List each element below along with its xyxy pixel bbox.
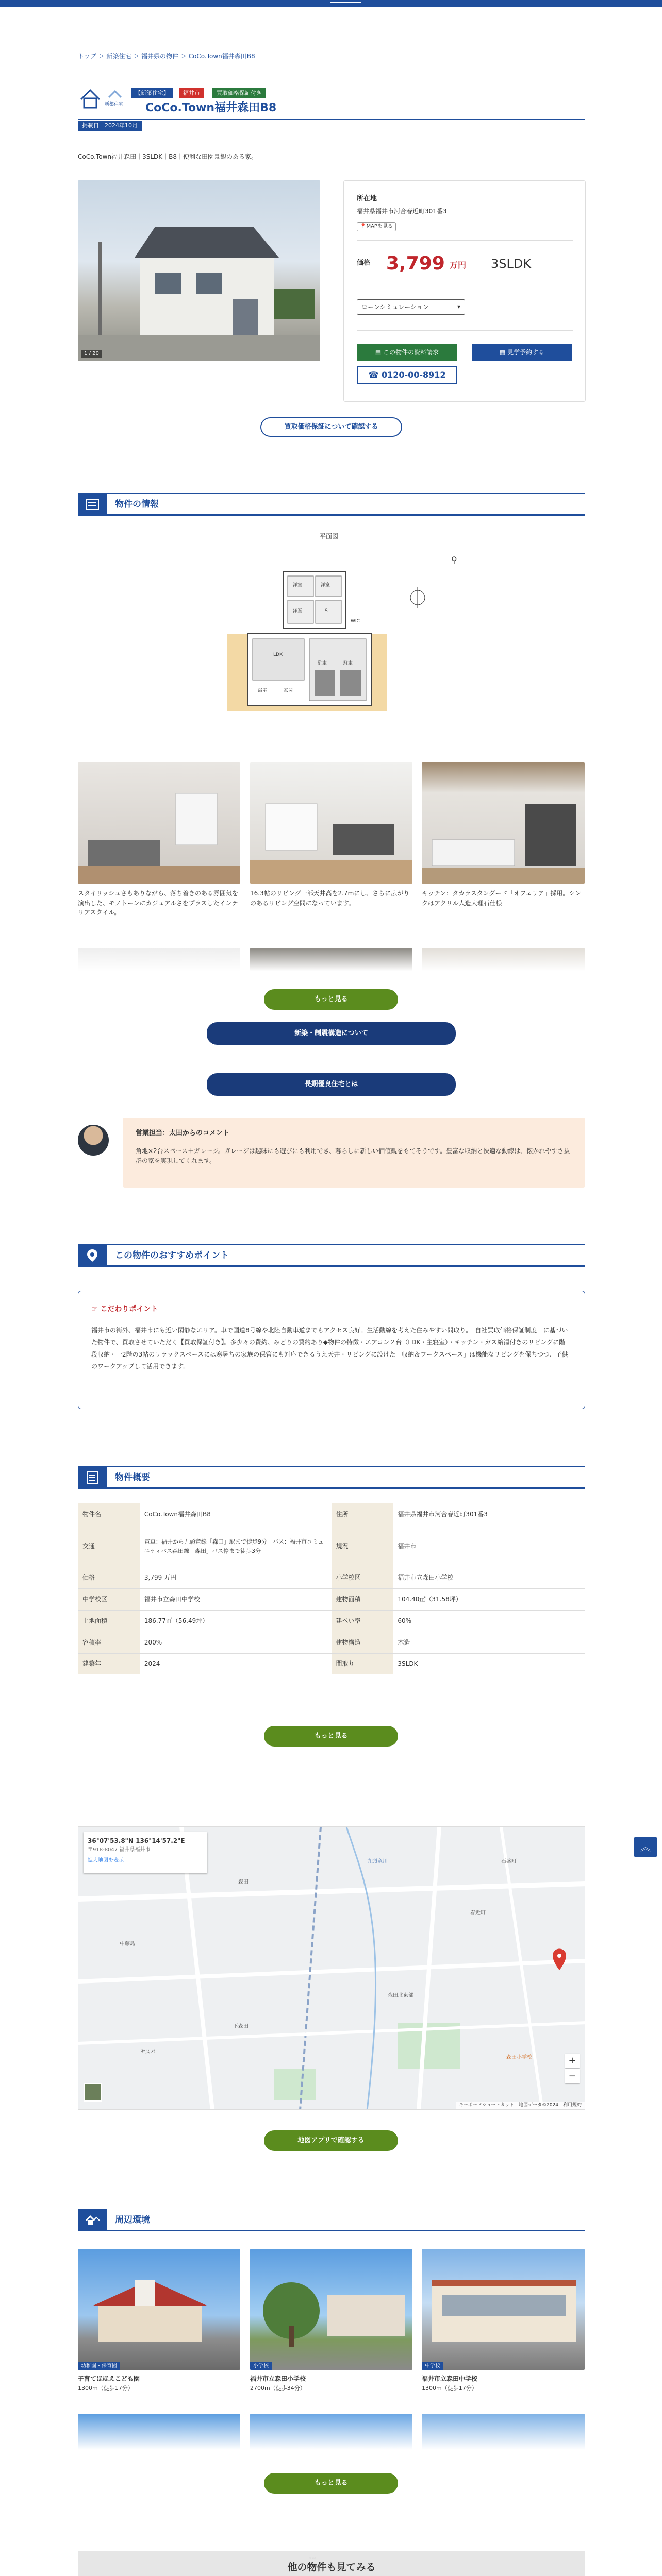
table-value: 104.40㎡（31.58坪） <box>393 1589 585 1611</box>
price-unit: 万円 <box>450 260 467 270</box>
gallery-caption: 16.3帖のリビング一部天井高を2.7mにし、さらに広がりのあるリビング空間になっています。 <box>250 890 410 907</box>
publish-date: 掲載日｜2024年10月 <box>78 121 142 131</box>
table-value: 木造 <box>393 1632 585 1654</box>
floorplan-label: 平面図 <box>320 533 339 540</box>
map-label: 春近町 <box>470 1910 486 1916</box>
table-key: 交通 <box>78 1526 140 1567</box>
staff-avatar <box>78 1125 109 1156</box>
env-photo[interactable] <box>250 2414 412 2450</box>
table-key: 間取り <box>332 1654 393 1674</box>
recommend-section-title: この物件のおすすめポイント <box>115 1250 229 1261</box>
table-value: CoCo.Town福井森田B8 <box>140 1503 332 1526</box>
staff-comment-box <box>123 1118 585 1188</box>
gallery-photo[interactable] <box>78 762 240 884</box>
floorplan-room-label: S <box>325 608 328 614</box>
table-key: 中学校区 <box>78 1589 140 1611</box>
table-value: 福井市 <box>393 1526 585 1567</box>
env-section-title: 周辺環境 <box>115 2215 150 2225</box>
phone-button[interactable]: ☎ 0120-00-8912 <box>357 366 457 384</box>
env-photo[interactable] <box>422 2414 585 2450</box>
env-name: 子育てほほえこども園 <box>78 2375 140 2382</box>
longterm-housing-button[interactable]: 長期優良住宅とは <box>207 1073 456 1096</box>
table-value: 3,799 万円 <box>140 1567 332 1589</box>
map-label: 森田小学校 <box>506 2055 532 2060</box>
visit-button[interactable]: ▦ 見学予約する <box>472 344 572 361</box>
env-tag: 小学校 <box>250 2362 272 2370</box>
map-label: 中藤島 <box>120 1941 135 1947</box>
overview-section-icon <box>78 1467 107 1488</box>
price-value: 3,799 <box>386 253 445 274</box>
recommend-box <box>78 1291 585 1409</box>
floorplan-room-label: LDK <box>273 652 283 657</box>
env-tag: 幼稚園・保育園 <box>78 2362 120 2370</box>
floorplan-room-label: 洋室 <box>321 583 330 588</box>
map-label: 石盛町 <box>501 1859 517 1865</box>
env-photo[interactable] <box>250 2249 412 2370</box>
divider <box>357 240 573 241</box>
floorplan-room-label: 駐車 <box>318 661 327 666</box>
badge-new: 【新築住宅】 <box>131 88 173 98</box>
newbuild-structure-button[interactable]: 新築・制震構造について <box>207 1022 456 1045</box>
breadcrumb-sep: ＞ <box>98 53 105 60</box>
overview-more-button[interactable]: もっと見る <box>264 1726 398 1747</box>
table-key: 建ぺい率 <box>332 1611 393 1632</box>
document-icon: ▤ <box>375 349 384 356</box>
env-photo[interactable] <box>422 2249 585 2370</box>
table-value: 3SLDK <box>393 1654 585 1674</box>
badge-city: 福井市 <box>179 88 204 98</box>
floorplan-room-label: 洋室 <box>293 608 303 614</box>
map-zoom-out[interactable]: − <box>565 2069 580 2083</box>
table-key: 住所 <box>332 1503 393 1526</box>
property-layout: 3SLDK <box>491 257 532 271</box>
breadcrumb-area[interactable]: 福井県の物件 <box>141 53 179 60</box>
env-distance: 1300m（徒歩17分） <box>422 2385 477 2392</box>
breadcrumb-current: CoCo.Town福井森田B8 <box>188 53 255 60</box>
env-tag: 中学校 <box>422 2362 443 2370</box>
guarantee-button[interactable]: 買取価格保証について確認する <box>260 417 402 437</box>
staff-comment-title: 営業担当：太田からのコメント <box>136 1129 230 1137</box>
overview-table <box>78 1503 585 1674</box>
env-more-button[interactable]: もっと見る <box>264 2473 398 2494</box>
gallery-photo[interactable] <box>250 948 412 971</box>
gallery-caption: キッチン：タカラスタンダード「オフェリア」採用。シンクはアクリル人造大理石仕様 <box>422 890 582 907</box>
photo-counter: 1 / 20 <box>81 350 102 358</box>
map-coords: 36°07'53.8"N 136°14'57.2"E <box>88 1837 185 1844</box>
map-address: 〒918-8047 福井県福井市 <box>88 1846 151 1853</box>
table-row <box>78 1567 585 1589</box>
map-footer: キーボードショートカット 地図データ©2024 利用規約 <box>456 2102 585 2109</box>
breadcrumb-sep: ＞ <box>133 53 140 60</box>
table-row <box>78 1632 585 1654</box>
map-thumbnail[interactable] <box>84 2083 102 2102</box>
chevron-down-icon: ▾ <box>457 303 460 310</box>
location-value: 福井県福井市河合春近町301番3 <box>357 208 447 215</box>
table-key: 物件名 <box>78 1503 140 1526</box>
gallery-photo[interactable] <box>78 948 240 971</box>
breadcrumb-new[interactable]: 新築住宅 <box>106 53 131 60</box>
map-larger-link[interactable]: 拡大地図を表示 <box>88 1858 124 1864</box>
map-label: 九頭竜川 <box>367 1859 388 1865</box>
table-value: 186.77㎡（56.49坪） <box>140 1611 332 1632</box>
recommend-point-title: ☞ こだわりポイント <box>91 1305 158 1313</box>
env-distance: 2700m（徒歩34分） <box>250 2385 306 2392</box>
env-name: 福井市立森田中学校 <box>422 2375 478 2382</box>
table-key: 規況 <box>332 1526 393 1567</box>
floorplan-room-label: 駐車 <box>343 661 353 666</box>
top-nav-indicator <box>330 2 361 3</box>
env-photo[interactable] <box>78 2249 240 2370</box>
badge-guarantee: 買取価格保証付き <box>212 88 266 98</box>
floorplan-room-label: 洋室 <box>293 583 303 588</box>
map-label: 下森田 <box>233 2024 249 2029</box>
table-value: 200% <box>140 1632 332 1654</box>
gallery-photo[interactable] <box>250 762 412 884</box>
breadcrumb-top[interactable]: トップ <box>78 53 96 60</box>
phone-icon: ☎ <box>368 370 382 380</box>
map-info-card <box>84 1832 207 1873</box>
table-row <box>78 1503 585 1526</box>
table-row <box>78 1611 585 1632</box>
table-key: 価格 <box>78 1567 140 1589</box>
breadcrumb <box>78 52 255 61</box>
staff-comment-body: 角地×2台スペース＋ガレージ。ガレージは趣味にも遊びにも利用でき、暮らしに新しい価値観をもてそうです。豊富な収納と快適な動線は、懐かれやすさ抜群の家を実現してくれます。 <box>136 1147 570 1164</box>
table-value: 60% <box>393 1611 585 1632</box>
map-label: 森田 <box>238 1879 249 1885</box>
other-properties-header: 他の物件も見てみる <box>78 2551 585 2576</box>
gallery-photo[interactable] <box>422 948 585 971</box>
table-fade <box>78 1695 585 1705</box>
overview-section-header <box>78 1466 585 1489</box>
floorplan-room-label: 浴室 <box>258 688 268 693</box>
map-zoom-in[interactable]: + <box>565 2054 580 2068</box>
title-underline <box>78 119 585 120</box>
env-name: 福井市立森田小学校 <box>250 2375 306 2382</box>
table-key: 建物構造 <box>332 1632 393 1654</box>
page-title: CoCo.Town福井森田B8 <box>145 101 277 114</box>
top-nav <box>0 0 662 7</box>
info-section-header <box>78 493 585 516</box>
table-row <box>78 1526 585 1567</box>
recommend-section-icon <box>78 1245 107 1266</box>
recommend-section-header <box>78 1244 585 1267</box>
overview-section-title: 物件概要 <box>115 1472 150 1483</box>
gallery-caption: スタイリッシュさもありながら、落ち着きのある雰囲気を演出した、モノトーンにカジュアルさをプラスしたインテリアスタイル。 <box>78 890 239 917</box>
table-value: 福井市立森田中学校 <box>140 1589 332 1611</box>
floorplan-room-label: WIC <box>351 619 360 624</box>
zoom-icon[interactable]: ⚲ <box>451 555 457 565</box>
inquire-button[interactable]: ▤ この物件の資料請求 <box>357 344 457 361</box>
property-subtitle: CoCo.Town福井森田｜3SLDK｜B8｜便利な田園景観のある家。 <box>78 153 258 160</box>
env-photo[interactable] <box>78 2414 240 2450</box>
gallery-photo[interactable] <box>422 762 585 884</box>
floorplan-image[interactable] <box>227 567 438 732</box>
table-row <box>78 1589 585 1611</box>
map-label: ヤスバ <box>140 2049 156 2055</box>
floorplan-room-label: 玄関 <box>284 688 293 693</box>
house-icon <box>78 86 129 109</box>
env-section-header <box>78 2209 585 2231</box>
main-photo[interactable] <box>78 180 320 361</box>
property-info-box <box>343 180 586 402</box>
property-title-area <box>78 84 585 130</box>
hand-icon: ☞ <box>91 1305 101 1313</box>
gallery-more-button[interactable]: もっと見る <box>264 989 398 1010</box>
map-link[interactable]: 📍MAPを見る <box>357 222 396 231</box>
bottom-bar-hidden-item[interactable]: 物件情報・土地を売る・買う <box>309 2558 316 2559</box>
env-distance: 1300m（徒歩17分） <box>78 2385 134 2392</box>
recommend-body: 福井市の街外、福井市にも近い閑静なエリア。車で国道8号線や北陸自動車道までもアクセス良好。生活動線を考えた住みやすい間取り。「自社買取価格保証制度」に基づいた物件で、買取させていただく【買取保証付き】。多少々の費約、みどりの費約あり◆物件の特徴・エアコン２台（LDK・主寝室）・キッチン・ガス給湯付きのリビングに階段収納・一2階の3帖のリラックスペースには寒暑ちの家族の保管にも対応できるうえ天井・リビングに設けた「収納＆ワークスペース」は機能なリビングを保ちつつ、子供のワークアップして活用できます。 <box>91 1327 568 1370</box>
price-label: 価格 <box>357 259 371 267</box>
table-value: 福井市立森田小学校 <box>393 1567 585 1589</box>
house-icon-label: 新築住宅 <box>105 102 124 107</box>
page-top-button[interactable]: ︽ <box>634 1837 657 1857</box>
loan-simulation-select[interactable]: ローンシミュレーション ▾ <box>357 299 465 315</box>
table-key: 容積率 <box>78 1632 140 1654</box>
table-key: 建築年 <box>78 1654 140 1674</box>
table-key: 建物面積 <box>332 1589 393 1611</box>
table-value: 電車：福井から九頭竜線「森田」駅まで徒歩9分 バス：福井市コミュニティバス森田線「森田」バス停まで徒歩3分 <box>140 1526 332 1567</box>
calendar-icon: ▦ <box>499 349 508 356</box>
pin-icon: 📍 <box>360 224 367 229</box>
map-label: 森田北東部 <box>388 1993 413 1998</box>
table-row <box>78 1654 585 1674</box>
table-key: 土地面積 <box>78 1611 140 1632</box>
info-section-icon <box>78 494 107 515</box>
info-section-title: 物件の情報 <box>115 499 159 510</box>
table-key: 小学校区 <box>332 1567 393 1589</box>
table-value: 2024 <box>140 1654 332 1674</box>
table-value: 福井県福井市河合春近町301番3 <box>393 1503 585 1526</box>
map-frame[interactable] <box>78 1826 585 2110</box>
map-app-button[interactable]: 地図アプリで確認する <box>264 2130 398 2151</box>
divider <box>357 330 573 331</box>
breadcrumb-sep: ＞ <box>180 53 187 60</box>
house-photo-drawing <box>78 180 320 361</box>
env-section-icon <box>78 2209 107 2230</box>
location-label: 所在地 <box>357 195 377 202</box>
